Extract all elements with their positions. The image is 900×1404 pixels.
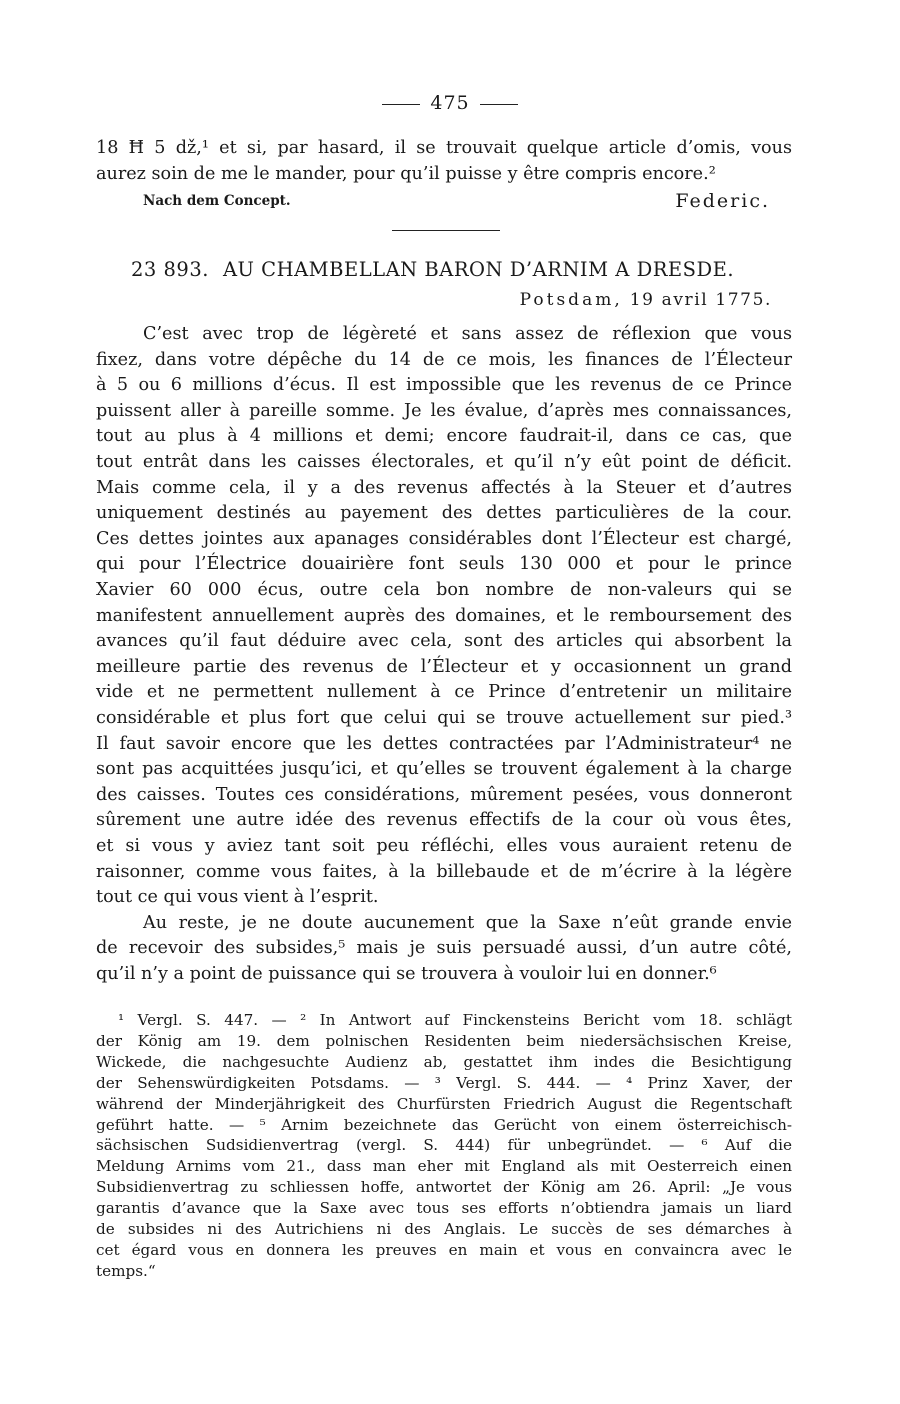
body-line: considérable et plus fort que celui qui se trouve actuellement sur pied.³	[96, 708, 792, 728]
footnote-line: Subsidienvertrag zu schliessen hoffe, antwortet der König am 26. April: „Je vous	[96, 1178, 792, 1197]
body-line: sont pas acquittées jusqu’ici, et qu’elles se trouvent également à la charge	[96, 759, 792, 780]
body-line: meilleure partie des revenus de l’Électeur et y occasionnent un grand	[96, 656, 792, 677]
body-line: puissent aller à pareille somme. Je les évalue, d’après mes connaissances,	[96, 400, 792, 421]
body-line: Il faut savoir encore que les dettes contractées par l’Administrateur⁴ ne	[96, 733, 792, 754]
footnote-line: ¹ Vergl. S. 447. — ² In Antwort auf Finckensteins Bericht vom 18. schlägt	[118, 1011, 792, 1029]
body-line: avances qu’il faut déduire avec cela, sont des articles qui absorbent la	[96, 631, 792, 652]
body-line: tout entrât dans les caisses électorales, et qu’il n’y eût point de déficit.	[96, 452, 792, 472]
body-line: manifestent annuellement auprès des domaines, et le remboursement des	[96, 605, 792, 626]
letter-heading	[131, 258, 734, 281]
letter-date: 19 avril 1775.	[629, 290, 772, 310]
footnote-line: der König am 19. dem polnischen Residenten beim niedersächsischen Kreise,	[96, 1031, 792, 1050]
body-line: fixez, dans votre dépêche du 14 de ce mois, les finances de l’Électeur	[96, 349, 792, 370]
letter-place: Potsdam,	[519, 290, 623, 310]
body-line: de recevoir des subsides,⁵ mais je suis persuadé aussi, d’un autre côté,	[96, 938, 792, 959]
footnote-line: temps.“	[96, 1261, 156, 1280]
letter-dateline	[520, 290, 772, 310]
body-line: tout au plus à 4 millions et demi; encore faudrait-il, dans ce cas, que	[96, 426, 792, 447]
body-line: tout ce qui vous vient à l’esprit.	[96, 887, 379, 908]
body-line: qui pour l’Électrice douairière font seuls 130 000 et pour le prince	[96, 554, 792, 575]
body-line: des caisses. Toutes ces considérations, mûrement pesées, vous donneront	[96, 784, 792, 805]
body-line: Mais comme cela, il y a des revenus affectés à la Steuer et d’autres	[96, 477, 792, 498]
section-separator	[392, 230, 500, 231]
body-line: Au reste, je ne doute aucunement que la Saxe n’eût grande envie	[143, 912, 792, 933]
body-line: raisonner, comme vous faites, à la billebaude et de m’écrire à la légère	[96, 861, 792, 882]
body-line: C’est avec trop de légèreté et sans assez de réflexion que vous	[143, 324, 792, 344]
signature: Federic.	[675, 190, 770, 212]
footnote-line: de subsides ni des Autrichiens ni des Anglais. Le succès de ses démarches à	[96, 1220, 792, 1238]
body-line: vide et ne permettent nullement à ce Prince d’entretenir un militaire	[96, 682, 792, 703]
letter-title: AU CHAMBELLAN BARON D’ARNIM A DRESDE.	[222, 258, 735, 281]
footnote-line: Meldung Arnims vom 21., dass man eher mit England als mit Oesterreich einen	[96, 1157, 792, 1176]
footnote-line: der Sehenswürdigkeiten Potsdams. — ³ Vergl. S. 444. — ⁴ Prinz Xaver, der	[96, 1073, 792, 1092]
page-number: 475	[430, 92, 470, 114]
footnote-line: während der Minderjährigkeit des Churfürsten Friedrich August die Regentschaft	[96, 1094, 792, 1113]
body-line: Ces dettes jointes aux apanages considérables dont l’Électeur est chargé,	[96, 528, 792, 549]
body-line: et si vous y aviez tant soit peu réfléchi, elles vous auraient retenu de	[96, 836, 792, 856]
text-line: aurez soin de me le mander, pour qu’il puisse y être compris encore.²	[96, 164, 716, 184]
body-line: sûrement une autre idée des revenus effectifs de la cour où vous êtes,	[96, 810, 792, 831]
footnote-line: garantis d’avance que la Saxe avec tous ses efforts n’obtiendra jamais un liard	[96, 1199, 792, 1218]
body-line: Xavier 60 000 écus, outre cela bon nombre de non-valeurs qui se	[96, 580, 792, 600]
header-rule-left	[382, 104, 420, 105]
footnote-line: geführt hatte. — ⁵ Arnim bezeichnete das Gerücht von einem österreichisch-	[96, 1115, 792, 1134]
footnote-line: cet égard vous en donnera les preuves en main et vous en convaincra avec le	[96, 1240, 792, 1259]
source-note: Nach dem Concept.	[143, 193, 291, 209]
footnote-line: sächsischen Sudsidienvertrag (vergl. S. 444) für unbegründet. — ⁶ Auf die	[96, 1136, 792, 1155]
text-line: 18 Ħ 5 ǆ,¹ et si, par hasard, il se trouvait quelque article d’omis, vous	[96, 138, 792, 158]
body-line: qu’il n’y a point de puissance qui se trouvera à vouloir lui en donner.⁶	[96, 964, 717, 984]
header-rule-right	[480, 104, 518, 105]
page-header	[0, 92, 900, 114]
body-line: à 5 ou 6 millions d’écus. Il est impossible que les revenus de ce Prince	[96, 375, 792, 396]
body-line: uniquement destinés au payement des dettes particulières de la cour.	[96, 503, 792, 524]
footnote-line: Wickede, die nachgesuchte Audienz ab, gestattet ihm indes die Besichtigung	[96, 1052, 792, 1071]
letter-number: 23 893.	[131, 258, 209, 281]
